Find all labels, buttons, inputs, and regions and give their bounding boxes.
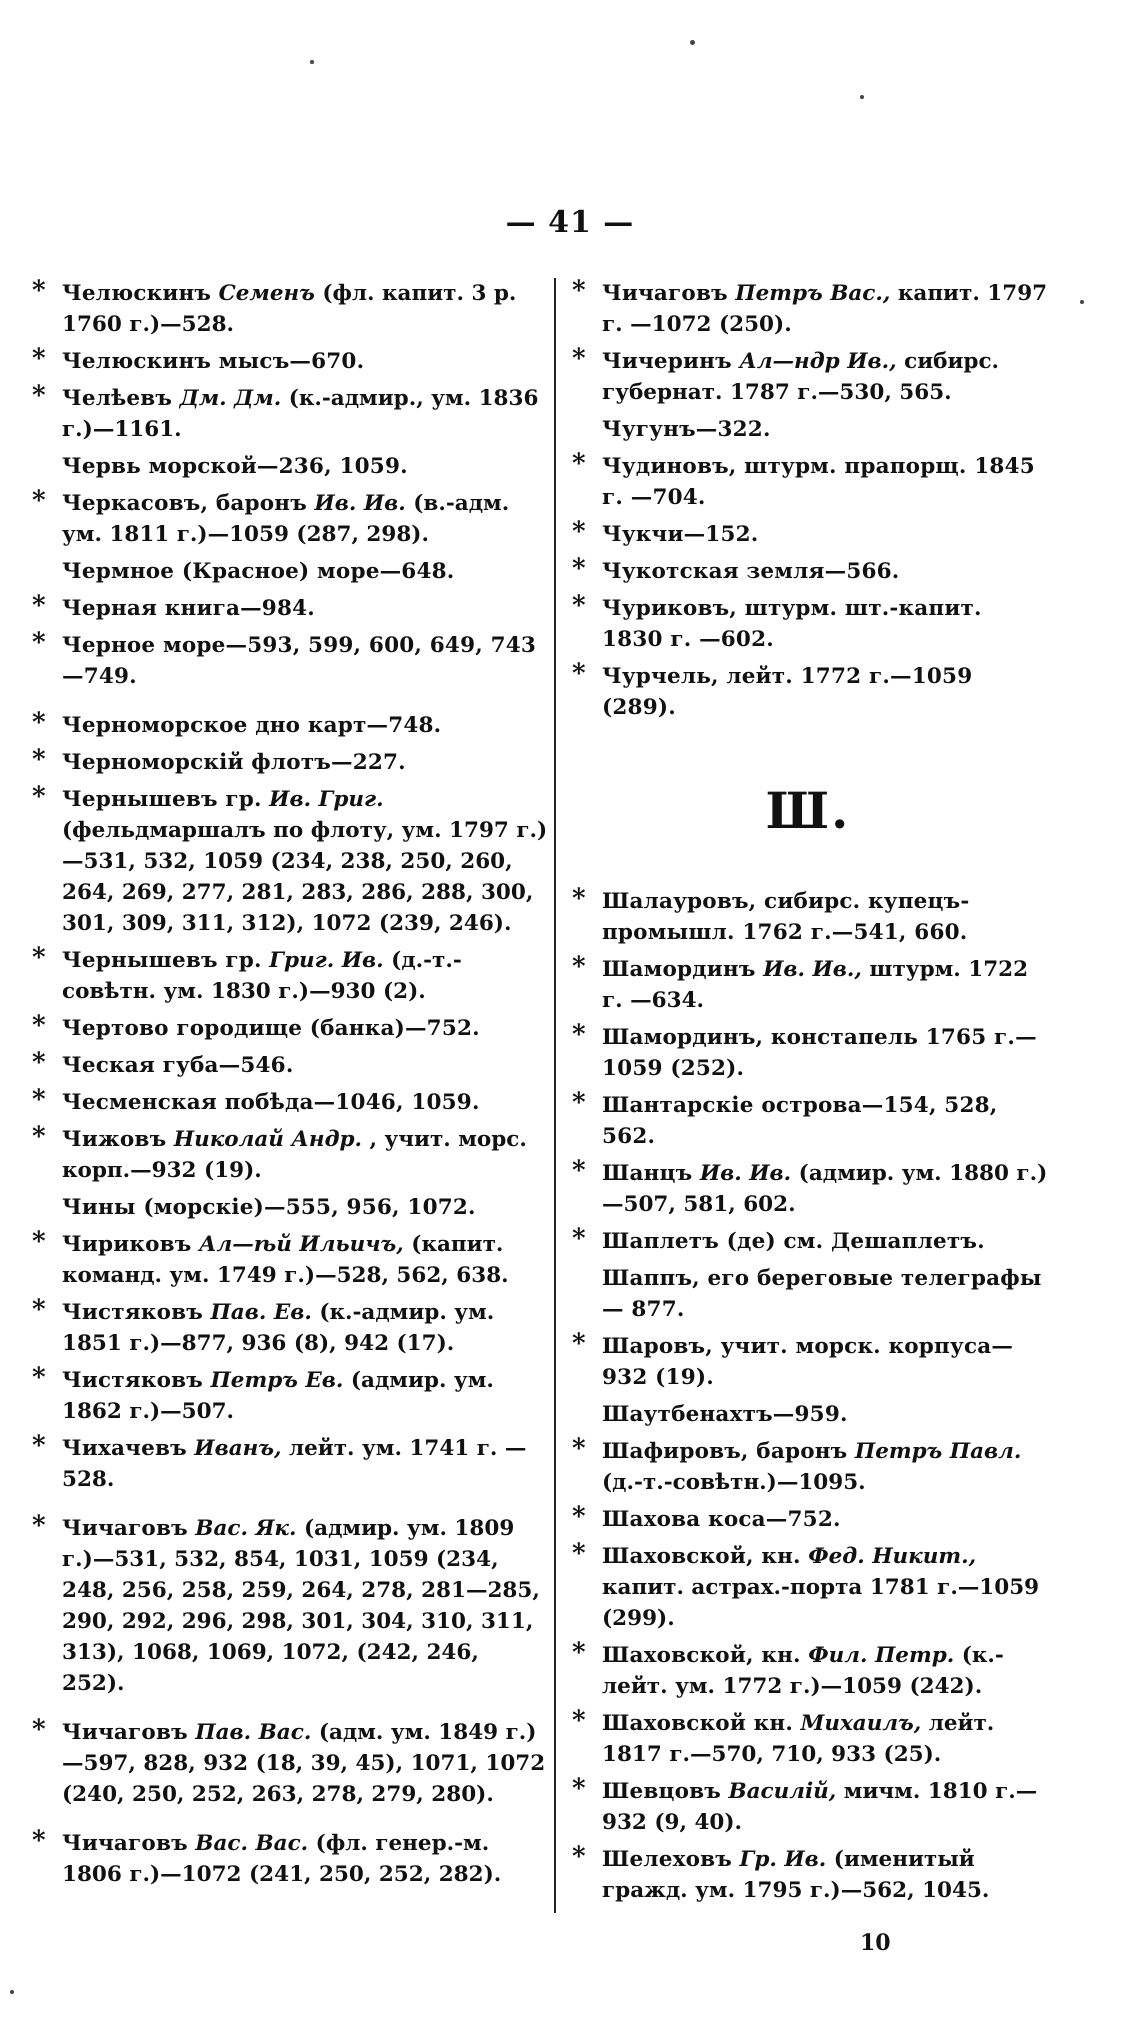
- entry-heading: Чичеринъ: [602, 349, 732, 374]
- entry-text: (адмир. ум. 1862 г.)—507.: [62, 1368, 494, 1424]
- entry-heading: Черноморскій флотъ—227.: [62, 750, 406, 775]
- entry-heading: Челюскинъ мысъ—670.: [62, 349, 365, 374]
- entry-heading: Чичаговъ: [602, 281, 728, 306]
- index-entry: [568, 414, 1048, 445]
- index-entry: [28, 1717, 548, 1810]
- entry-name: Григ. Ив.: [269, 948, 384, 973]
- entry-heading: Черкасовъ, баронъ: [62, 491, 307, 516]
- entry-text: (к.-лейт. ум. 1772 г.)—1059 (242).: [602, 1643, 1004, 1699]
- index-entry: [28, 630, 548, 692]
- entry-name: Пав. Вас.: [195, 1720, 312, 1745]
- entry-heading: Чукчи—152.: [602, 522, 759, 547]
- index-entry: [568, 661, 1048, 723]
- entry-heading: Челюскинъ: [62, 281, 212, 306]
- index-entry: [28, 747, 548, 778]
- entry-text: штурм. 1722 г. —634.: [602, 957, 1029, 1013]
- entry-name: Ив. Ив.: [314, 491, 406, 516]
- scan-speck: [310, 60, 314, 64]
- index-entry: [28, 556, 548, 587]
- right-column-top-entries: [568, 278, 1048, 723]
- entry-text: (именитый гражд. ум. 1795 г.)—562, 1045.: [602, 1847, 990, 1903]
- entry-heading: Чичаговъ: [62, 1720, 188, 1745]
- entry-text: (д.-т.-совѣтн.)—1095.: [602, 1470, 866, 1495]
- entry-heading: Чесменская побѣда—1046, 1059.: [62, 1090, 480, 1115]
- entry-heading: Чермное (Красное) море—648.: [62, 559, 455, 584]
- entry-text: (адмир. ум. 1809 г.)—531, 532, 854, 1031, 1059 (234, 248, 256, 258, 259, 264, 278, 281—285, 290, 292, 296, 298, 301, 304, 310, 311, 313), 1068, 1069, 1072, (242, 246, 252).: [62, 1516, 540, 1696]
- entry-name: Петръ Вас.,: [735, 281, 891, 306]
- index-entry: [28, 1229, 548, 1291]
- page-number: — 41 —: [505, 205, 635, 240]
- index-entry: [568, 1776, 1048, 1838]
- index-entry: [568, 1504, 1048, 1535]
- index-entry: [28, 383, 548, 445]
- right-column: [568, 278, 1048, 1912]
- index-entry: [568, 886, 1048, 948]
- entry-name: Николай Андр.: [173, 1127, 363, 1152]
- scan-speck: [860, 95, 864, 99]
- index-entry: [28, 1192, 548, 1223]
- entry-heading: Шантарскіе острова—154, 528, 562.: [602, 1093, 998, 1149]
- entry-name: Петръ Павл.: [854, 1439, 1022, 1464]
- entry-text: (капит. команд. ум. 1749 г.)—528, 562, 638.: [62, 1232, 509, 1288]
- entry-heading: Шалауровъ, сибирс. купецъ-промышл. 1762 г.—541, 660.: [602, 889, 970, 945]
- index-entry: [28, 1513, 548, 1699]
- index-entry: [568, 1844, 1048, 1906]
- scan-speck: [1080, 300, 1084, 304]
- index-entry: [28, 1365, 548, 1427]
- entry-text: , учит. морс. корп.—932 (19).: [62, 1127, 527, 1183]
- index-entry: [568, 1158, 1048, 1220]
- index-entry: [28, 710, 548, 741]
- entry-name: Гр. Ив.: [739, 1847, 827, 1872]
- entry-text: капит. астрах.-порта 1781 г.—1059 (299).: [602, 1575, 1040, 1631]
- right-column-bottom-entries: [568, 886, 1048, 1906]
- index-entry: [28, 1828, 548, 1890]
- section-letter: Ш.: [765, 781, 851, 840]
- scan-speck: [10, 1990, 14, 1994]
- index-entry: [568, 1331, 1048, 1393]
- entry-heading: Чистяковъ: [62, 1368, 203, 1393]
- entry-heading: Шаровъ, учит. морск. корпуса—932 (19).: [602, 1334, 1014, 1390]
- entry-heading: Шаховской кн.: [602, 1711, 794, 1736]
- entry-name: Вас. Як.: [195, 1516, 297, 1541]
- entry-heading: Чичаговъ: [62, 1516, 188, 1541]
- entry-name: Иванъ,: [194, 1436, 282, 1461]
- index-entry: [28, 278, 548, 340]
- entry-heading: Черная книга—984.: [62, 596, 315, 621]
- entry-heading: Челѣевъ: [62, 386, 173, 411]
- index-entry: [28, 1433, 548, 1495]
- entry-text: (в.-адм. ум. 1811 г.)—1059 (287, 298).: [62, 491, 510, 547]
- index-entry: [568, 451, 1048, 513]
- index-entry: [568, 954, 1048, 1016]
- entry-text: (к.-адмир. ум. 1851 г.)—877, 936 (8), 942 (17).: [62, 1300, 495, 1356]
- index-entry: [28, 1013, 548, 1044]
- entry-text: лейт. 1817 г.—570, 710, 933 (25).: [602, 1711, 995, 1767]
- entry-heading: Шаппъ, его береговые телеграфы— 877.: [602, 1266, 1042, 1322]
- entry-name: Дм. Дм.: [179, 386, 282, 411]
- index-entry: [568, 1090, 1048, 1152]
- entry-text: (фл. капит. 3 р. 1760 г.)—528.: [62, 281, 517, 337]
- entry-text: (к.-адмир., ум. 1836 г.)—1161.: [62, 386, 539, 442]
- entry-heading: Чурчель, лейт. 1772 г.—1059 (289).: [602, 664, 973, 720]
- entry-name: Ал—ндр Ив.,: [739, 349, 897, 374]
- entry-text: (фельдмаршалъ по флоту, ум. 1797 г.)—531, 532, 1059 (234, 238, 250, 260, 264, 269, 277, 281, 283, 286, 288, 300, 301, 309, 311, 312), 1072 (239, 246).: [62, 818, 548, 936]
- entry-heading: Шахова коса—752.: [602, 1507, 841, 1532]
- entry-heading: Шелеховъ: [602, 1847, 732, 1872]
- entry-text: сибирс. губернат. 1787 г.—530, 565.: [602, 349, 1000, 405]
- entry-name: Ив. Ив.: [699, 1161, 792, 1186]
- entry-text: (адмир. ум. 1880 г.) —507, 581, 602.: [602, 1161, 1048, 1217]
- entry-text: (фл. генер.-м. 1806 г.)—1072 (241, 250, 252, 282).: [62, 1831, 502, 1887]
- scan-speck: [690, 40, 695, 45]
- index-entry: [28, 1087, 548, 1118]
- entry-heading: Чичаговъ: [62, 1831, 188, 1856]
- entry-heading: Чуриковъ, штурм. шт.-капит. 1830 г. —602.: [602, 596, 982, 652]
- entry-name: Вас. Вас.: [195, 1831, 309, 1856]
- entry-heading: Чернышевъ гр.: [62, 787, 262, 812]
- entry-heading: Чертово городище (банка)—752.: [62, 1016, 480, 1041]
- index-entry: [568, 593, 1048, 655]
- entry-heading: Шаутбенахтъ—959.: [602, 1402, 848, 1427]
- entry-name: Михаилъ,: [800, 1711, 922, 1736]
- entry-heading: Черноморское дно карт—748.: [62, 713, 442, 738]
- entry-heading: Чугунъ—322.: [602, 417, 771, 442]
- entry-text: лейт. ум. 1741 г. —528.: [62, 1436, 527, 1492]
- index-entry: [568, 1226, 1048, 1257]
- entry-heading: Чижовъ: [62, 1127, 167, 1152]
- entry-name: Пав. Ев.: [210, 1300, 312, 1325]
- entry-heading: Чудиновъ, штурм. прапорщ. 1845 г. —704.: [602, 454, 1035, 510]
- entry-heading: Шамординъ: [602, 957, 756, 982]
- entry-name: Петръ Ев.: [210, 1368, 344, 1393]
- entry-heading: Чернышевъ гр.: [62, 948, 262, 973]
- entry-heading: Шаплетъ (де) см. Дешаплетъ.: [602, 1229, 985, 1254]
- index-entry: [28, 346, 548, 377]
- signature-mark: 10: [860, 1930, 891, 1956]
- entry-name: Фил. Петр.: [808, 1643, 955, 1668]
- entry-heading: Чириковъ: [62, 1232, 192, 1257]
- left-column: [28, 278, 548, 1896]
- entry-heading: Шанцъ: [602, 1161, 693, 1186]
- index-entry: [28, 1297, 548, 1359]
- entry-text: мичм. 1810 г.— 932 (9, 40).: [602, 1779, 1038, 1835]
- entry-name: Ив. Григ.: [269, 787, 384, 812]
- entry-name: Ал—ѣй Ильичъ,: [198, 1232, 404, 1257]
- index-entry: [568, 519, 1048, 550]
- entry-heading: Черное море—593, 599, 600, 649, 743 —749.: [62, 633, 537, 689]
- index-entry: [568, 1436, 1048, 1498]
- column-divider: [554, 278, 556, 1913]
- entry-name: Василій,: [728, 1779, 837, 1804]
- entry-text: капит. 1797 г. —1072 (250).: [602, 281, 1048, 337]
- index-entry: [568, 1399, 1048, 1430]
- index-entry: [28, 945, 548, 1007]
- index-entry: [568, 278, 1048, 340]
- index-entry: [28, 451, 548, 482]
- entry-heading: Шафировъ, баронъ: [602, 1439, 848, 1464]
- entry-text: (д.-т.-совѣтн. ум. 1830 г.)—930 (2).: [62, 948, 462, 1004]
- entry-text: (адм. ум. 1849 г.) —597, 828, 932 (18, 39, 45), 1071, 1072 (240, 250, 252, 263, 278, 279, 280).: [62, 1720, 546, 1807]
- index-entry: [568, 556, 1048, 587]
- entry-heading: Шаховской, кн.: [602, 1643, 801, 1668]
- index-entry: [568, 1541, 1048, 1634]
- index-entry: [568, 1640, 1048, 1702]
- entry-heading: Шаховской, кн.: [602, 1544, 801, 1569]
- index-entry: [568, 1263, 1048, 1325]
- entry-heading: Червь морской—236, 1059.: [62, 454, 408, 479]
- index-entry: [28, 593, 548, 624]
- entry-heading: Шамординъ, констапель 1765 г.— 1059 (252).: [602, 1025, 1037, 1081]
- entry-heading: Чины (морскіе)—555, 956, 1072.: [62, 1195, 476, 1220]
- entry-heading: Чистяковъ: [62, 1300, 203, 1325]
- entry-heading: Ческая губа—546.: [62, 1053, 294, 1078]
- index-entry: [28, 1050, 548, 1081]
- index-entry: [568, 1708, 1048, 1770]
- index-entry: [28, 488, 548, 550]
- entry-name: Фед. Никит.,: [808, 1544, 977, 1569]
- index-entry: [568, 346, 1048, 408]
- entry-heading: Шевцовъ: [602, 1779, 721, 1804]
- entry-name: Семенъ: [218, 281, 315, 306]
- entry-heading: Чихачевъ: [62, 1436, 187, 1461]
- entry-name: Ив. Ив.,: [763, 957, 862, 982]
- index-entry: [568, 1022, 1048, 1084]
- index-entry: [28, 1124, 548, 1186]
- index-entry: [28, 784, 548, 939]
- entry-heading: Чукотская земля—566.: [602, 559, 900, 584]
